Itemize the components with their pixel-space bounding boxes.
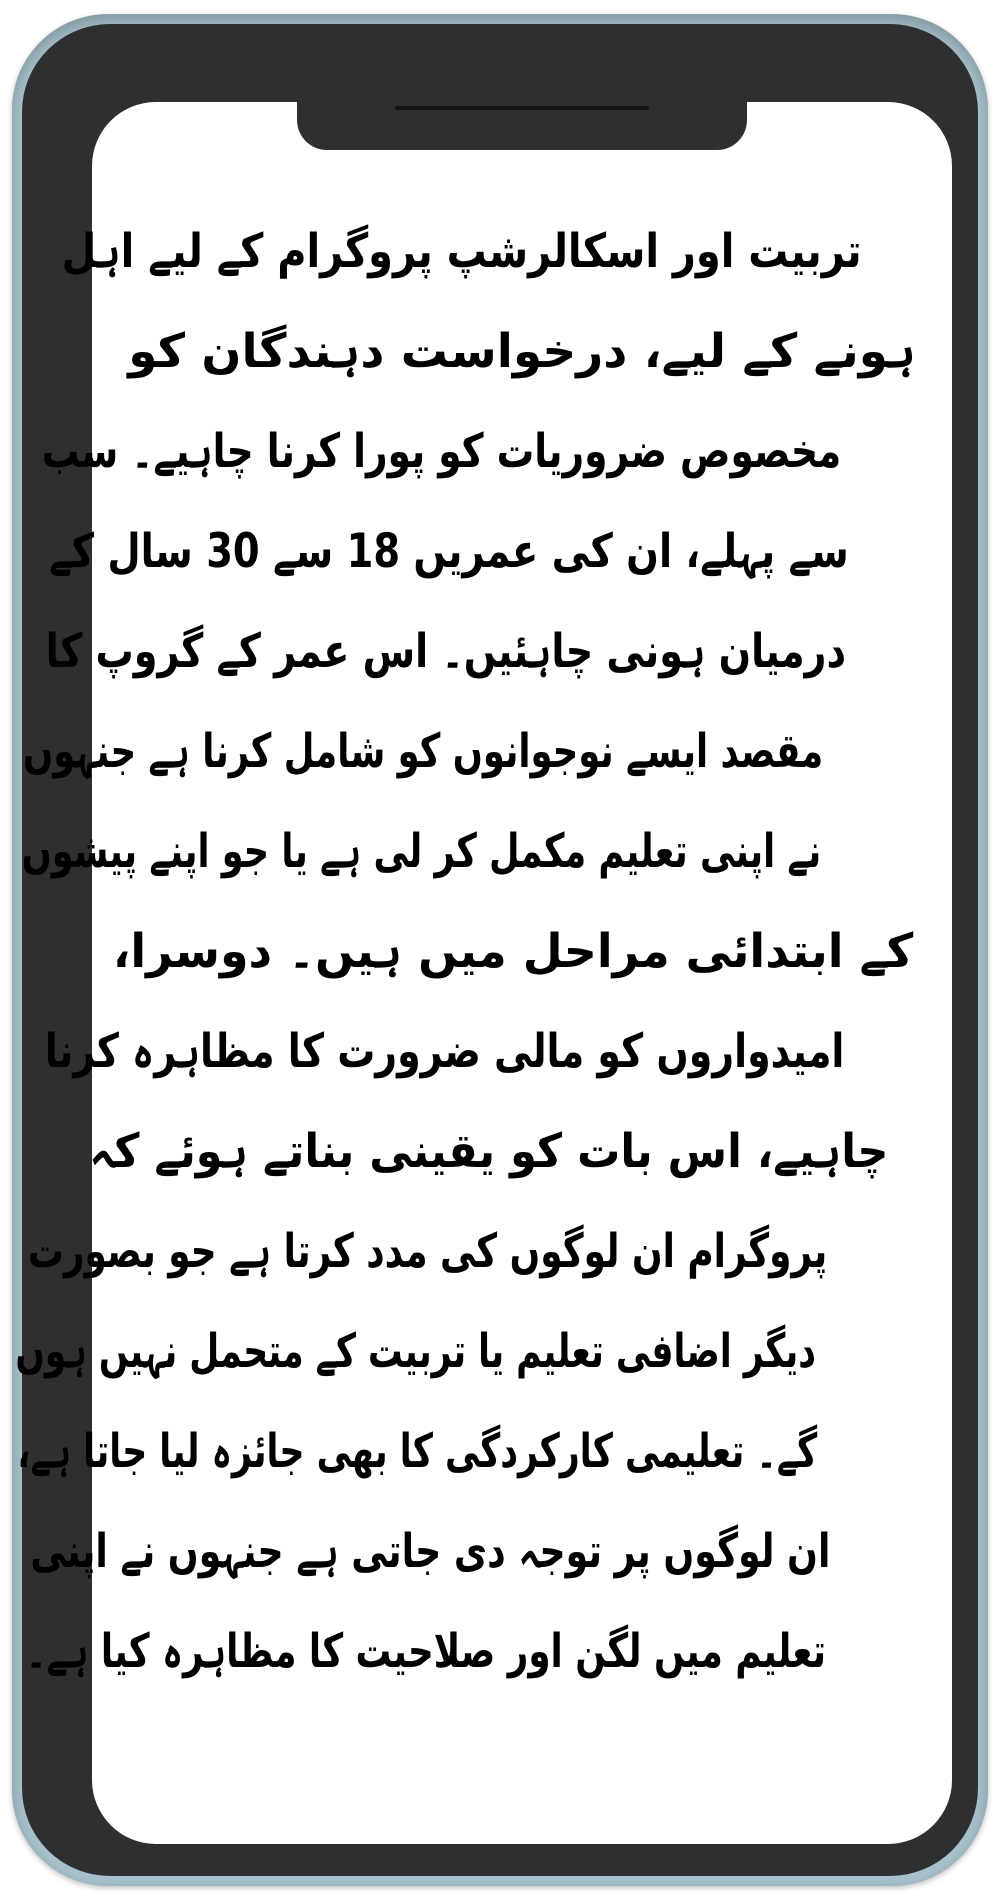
phone-mockup-frame bbox=[12, 14, 988, 1886]
phone-bezel bbox=[15, 24, 978, 1876]
phone-notch bbox=[297, 42, 747, 150]
text-line-11: پروگرام ان لوگوں کی مدد کرتا ہے جو بصورت bbox=[27, 1224, 828, 1279]
text-line-1: تربیت اور اسکالرشپ پروگرام کے لیے اہل bbox=[61, 224, 862, 279]
text-line-3: مخصوص ضروریات کو پورا کرنا چاہیے۔ سب bbox=[41, 424, 842, 479]
text-line-6: مقصد ایسے نوجوانوں کو شامل کرنا ہے جنہوں bbox=[22, 724, 824, 779]
text-line-5: درمیان ہونی چاہئیں۔ اس عمر کے گروپ کا bbox=[45, 624, 847, 679]
text-line-4: سے پہلے، ان کی عمریں 18 سے 30 سال کے bbox=[49, 524, 849, 579]
urdu-paragraph bbox=[15, 202, 922, 1702]
text-line-15: تعلیم میں لگن اور صلاحیت کا مظاہرہ کیا ہے۔ bbox=[25, 1624, 826, 1679]
text-line-14: ان لوگوں پر توجہ دی جاتی ہے جنہوں نے اپنی bbox=[30, 1524, 831, 1579]
text-line-7: نے اپنی تعلیم مکمل کر لی ہے یا جو اپنے پیشوں bbox=[21, 824, 822, 879]
text-line-2: ہونے کے لیے، درخواست دہندگان کو bbox=[128, 324, 916, 379]
text-line-8: کے ابتدائی مراحل میں ہیں۔ دوسرا، bbox=[112, 924, 914, 979]
text-line-9: امیدواروں کو مالی ضرورت کا مظاہرہ کرنا bbox=[44, 1024, 845, 1079]
text-line-12: دیگر اضافی تعلیم یا تربیت کے متحمل نہیں ہوں bbox=[15, 1324, 817, 1379]
phone-screen bbox=[15, 102, 952, 1844]
text-line-13: گے۔ تعلیمی کارکردگی کا بھی جائزہ لیا جاتا ہے، bbox=[17, 1424, 818, 1479]
speaker-grille bbox=[395, 106, 649, 110]
text-line-10: چاہیے، اس بات کو یقینی بناتے ہوئے کہ bbox=[89, 1124, 889, 1179]
